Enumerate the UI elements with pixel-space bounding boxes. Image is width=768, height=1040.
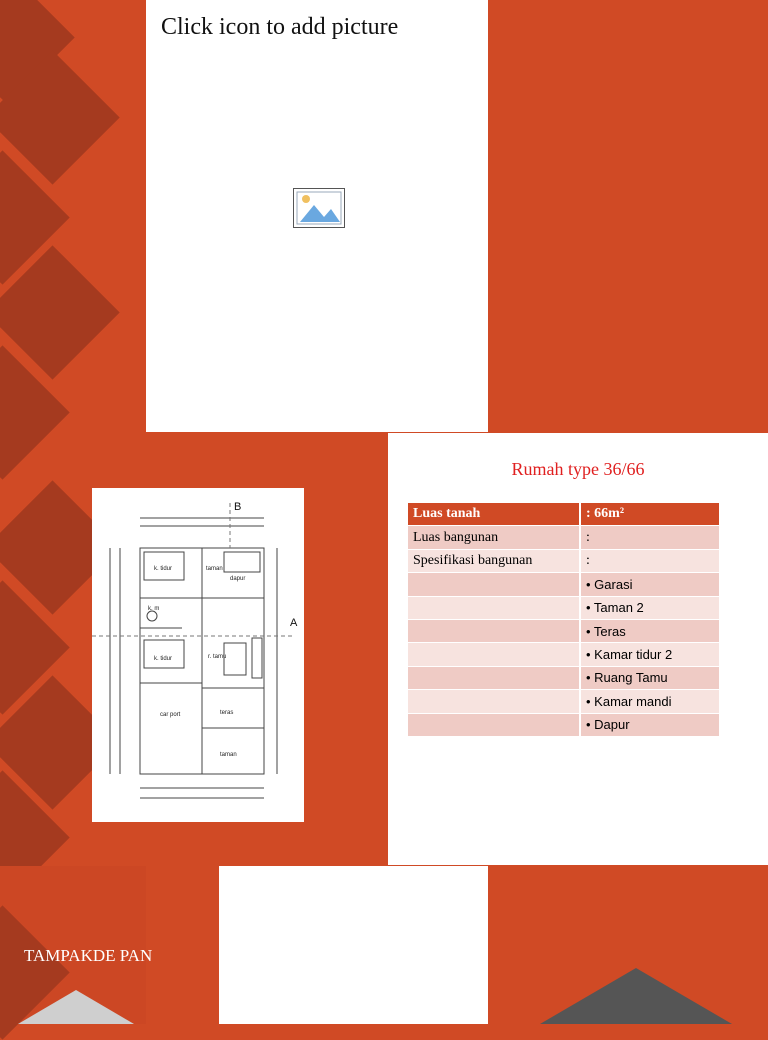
spec-row-value: • Kamar mandi (580, 690, 719, 713)
bottom-label: TAMPAKDE PAN (24, 946, 153, 965)
spec-row-value: • Ruang Tamu (580, 666, 719, 689)
picture-placeholder-text: Click icon to add picture (161, 14, 399, 40)
picture-slide (146, 0, 488, 432)
spec-row (408, 549, 719, 572)
gray-triangle (540, 968, 732, 1024)
spec-row (408, 713, 719, 736)
specification-slide (388, 433, 768, 865)
spec-row (408, 596, 719, 619)
spec-row-value: • Kamar tidur 2 (580, 643, 719, 666)
spec-row-value: • Garasi (580, 573, 719, 596)
room-taman-2: taman (220, 752, 237, 758)
room-dapur: dapur (230, 576, 246, 582)
room-r-tamu: r. tamu (208, 654, 227, 660)
spec-row-value: • Dapur (580, 713, 719, 736)
spec-row-label (408, 713, 580, 736)
marker-a: A (290, 617, 298, 629)
spec-row-value: : (580, 526, 719, 549)
spec-row-label (408, 596, 580, 619)
room-car-port: car port (160, 712, 181, 718)
spec-row (408, 526, 719, 549)
room-k-tidur-2: k. tidur (154, 656, 173, 662)
bottom-slide (219, 866, 488, 1024)
spec-row-value: • Taman 2 (580, 596, 719, 619)
spec-row (408, 503, 719, 526)
spec-row (408, 619, 719, 642)
spec-row (408, 573, 719, 596)
marker-b: B (234, 501, 242, 513)
spec-row-value: : 66m² (580, 503, 719, 526)
spec-row-label: Luas bangunan (408, 526, 580, 549)
spec-row-label: Luas tanah (408, 503, 580, 526)
room-k-tidur-1: k. tidur (154, 566, 173, 572)
spec-row-label (408, 690, 580, 713)
gray-triangle (18, 990, 134, 1024)
room-taman: taman (206, 566, 223, 572)
spec-table (408, 503, 719, 737)
spec-title: Rumah type 36/66 (511, 459, 645, 479)
spec-row-label: Spesifikasi bangunan (408, 549, 580, 572)
spec-row-label (408, 573, 580, 596)
spec-row-label (408, 619, 580, 642)
spec-row-label (408, 643, 580, 666)
room-teras: teras (220, 710, 234, 716)
floor-plan (92, 488, 304, 822)
room-km: k. m (148, 606, 160, 612)
spec-row-value: : (580, 549, 719, 572)
picture-icon[interactable] (293, 188, 345, 228)
spec-row-value: • Teras (580, 619, 719, 642)
spec-row (408, 690, 719, 713)
spec-row (408, 643, 719, 666)
spec-row (408, 666, 719, 689)
spec-row-label (408, 666, 580, 689)
